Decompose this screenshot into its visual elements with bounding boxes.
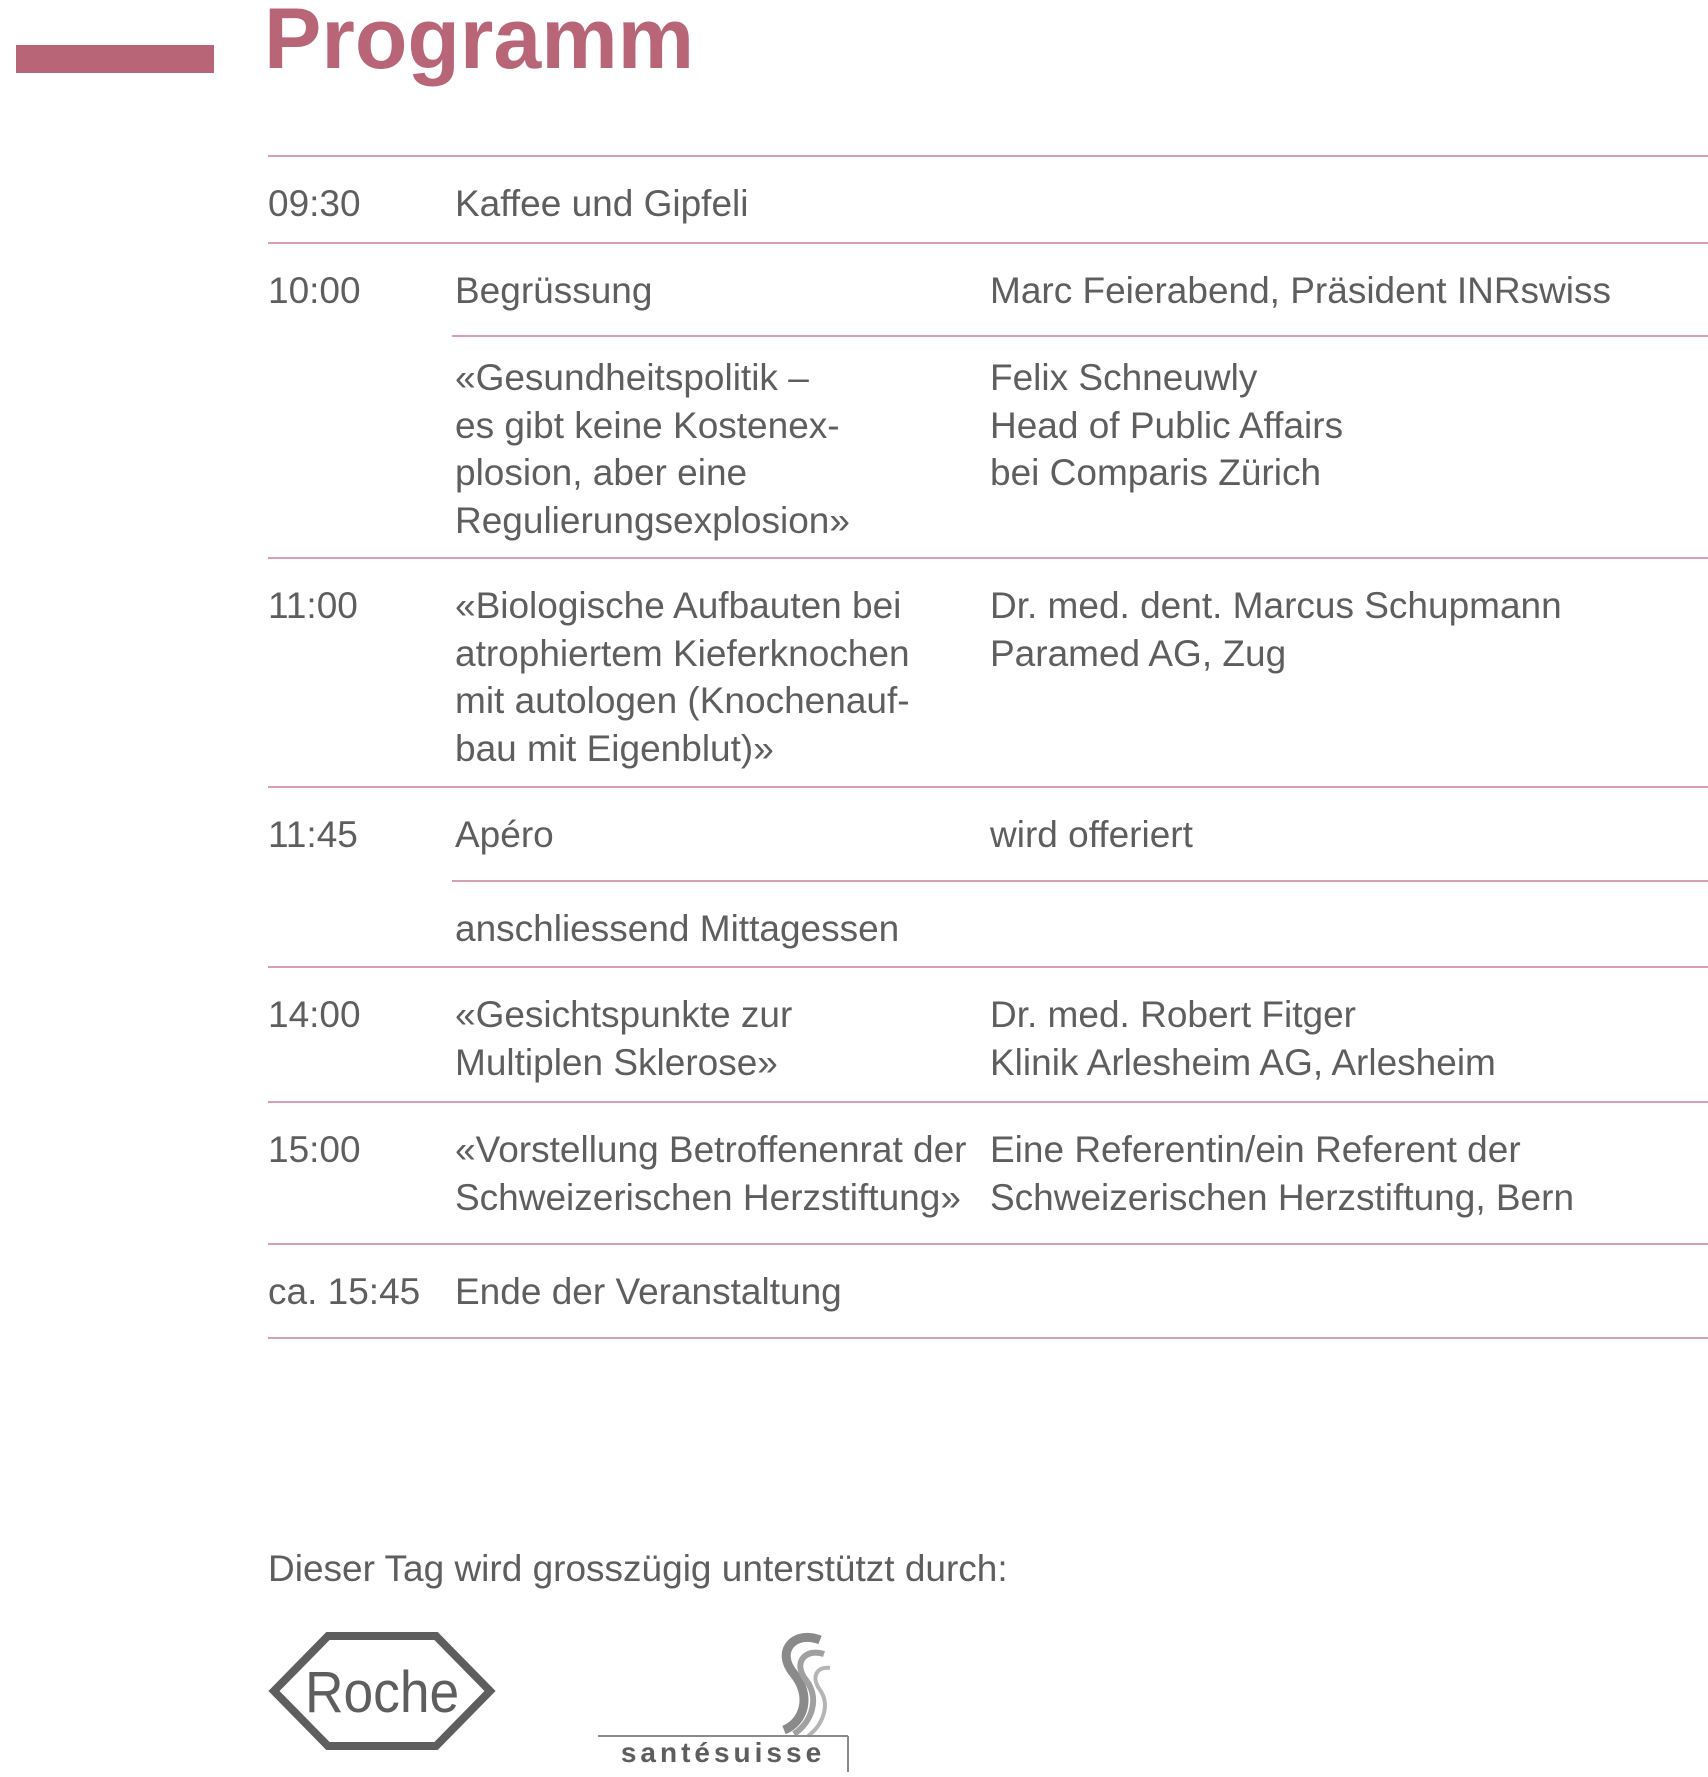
santesuisse-logo [598,1622,878,1777]
row-time: 09:30 [268,183,361,224]
divider [268,1101,1708,1103]
row-topic: «Gesichtspunkte zur Multiplen Sklerose» [455,994,793,1083]
divider [452,335,1708,337]
divider [268,786,1708,788]
divider [268,242,1708,244]
row-time: 11:00 [268,585,358,626]
row-topic: «Gesundheitspolitik – es gibt keine Kostenex- plosion, aber eine Regulierungsexplosion» [455,357,850,541]
roche-logo-text: Roche [304,1659,460,1725]
row-time: 15:00 [268,1129,361,1170]
row-speaker: Dr. med. Robert Fitger Klinik Arlesheim AG, Arlesheim [990,994,1496,1083]
divider [268,155,1708,157]
row-time: 10:00 [268,270,361,311]
row-speaker: wird offeriert [990,814,1193,855]
row-topic: Apéro [455,814,554,855]
roche-logo [268,1632,496,1755]
row-speaker: Eine Referentin/ein Referent der Schweizerischen Herzstiftung, Bern [990,1129,1575,1218]
row-time: 14:00 [268,994,361,1035]
row-speaker: Dr. med. dent. Marcus Schupmann Paramed AG, Zug [990,585,1562,674]
divider [452,880,1708,882]
santesuisse-swirl-icon [784,1637,830,1736]
santesuisse-logo-text: santésuisse [620,1737,826,1768]
page-title: Programm [264,0,695,87]
row-topic: anschliessend Mittagessen [455,908,900,949]
row-speaker: Felix Schneuwly Head of Public Affairs bei Comparis Zürich [990,357,1344,493]
row-time: 11:45 [268,814,358,855]
row-topic: Ende der Veranstaltung [455,1271,842,1312]
row-topic: Kaffee und Gipfeli [455,183,749,224]
row-speaker: Marc Feierabend, Präsident INRswiss [990,270,1611,311]
row-topic: Begrüssung [455,270,653,311]
accent-bar [16,45,214,73]
divider [268,557,1708,559]
divider [268,966,1708,968]
support-text: Dieser Tag wird grosszügig unterstützt durch: [268,1548,1008,1589]
row-time: ca. 15:45 [268,1271,421,1312]
divider [268,1337,1708,1339]
row-topic: «Biologische Aufbauten bei atrophiertem Kieferknochen mit autologen (Knochenauf- bau mit Eigenblut)» [455,585,910,769]
divider [268,1243,1708,1245]
row-topic: «Vorstellung Betroffenenrat der Schweizerischen Herzstiftung» [455,1129,967,1218]
